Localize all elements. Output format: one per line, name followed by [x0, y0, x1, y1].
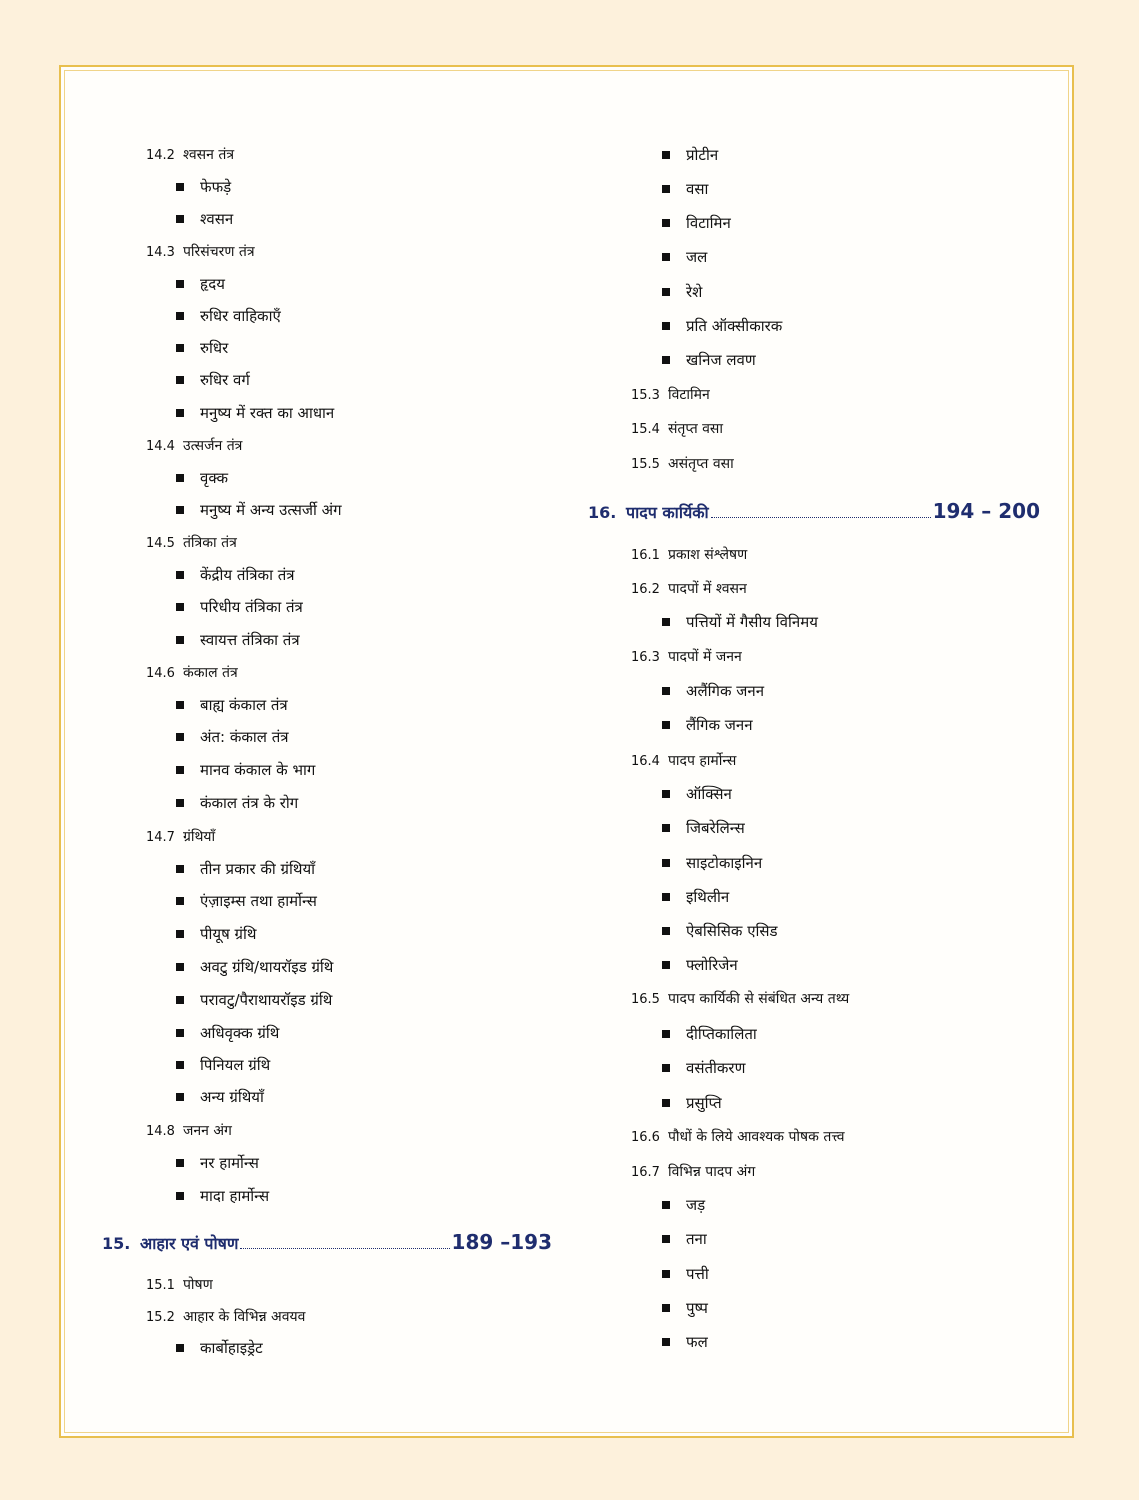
bullet-square-icon	[176, 1192, 184, 1200]
section-title: जनन अंग	[182, 1123, 232, 1139]
bullet-square-icon	[662, 1201, 670, 1209]
section-number: 15.3	[631, 388, 660, 403]
toc-section-14-8[interactable]	[146, 1121, 232, 1142]
chapter-pages: 194 – 200	[932, 499, 1040, 523]
toc-bullet[interactable]: केंद्रीय तंत्रिका तंत्र	[176, 565, 295, 585]
bullet-square-icon	[176, 603, 184, 611]
bullet-square-icon	[662, 253, 670, 261]
bullet-square-icon	[662, 927, 670, 935]
bullet-square-icon	[662, 1064, 670, 1072]
toc-bullet[interactable]: पिनियल ग्रंथि	[176, 1055, 270, 1075]
toc-bullet[interactable]: रुधिर वाहिकाएँ	[176, 306, 281, 326]
bullet-square-icon	[176, 799, 184, 807]
section-number: 14.6	[146, 666, 175, 681]
toc-bullet[interactable]: स्वायत्त तंत्रिका तंत्र	[176, 630, 300, 650]
section-number: 16.5	[631, 992, 660, 1007]
section-title: आहार के विभिन्न अवयव	[182, 1309, 306, 1325]
bullet-square-icon	[662, 893, 670, 901]
toc-bullet[interactable]: लैंगिक जनन	[662, 715, 753, 735]
toc-bullet[interactable]: पत्तियों में गैसीय विनिमय	[662, 612, 818, 632]
chapter-number: 16.	[588, 503, 617, 522]
toc-section-16-3[interactable]	[631, 647, 742, 668]
bullet-square-icon	[662, 618, 670, 626]
toc-section-16-6[interactable]	[631, 1127, 845, 1148]
bullet-square-icon	[176, 409, 184, 417]
section-number: 15.4	[631, 422, 660, 437]
toc-bullet[interactable]: वसा	[662, 179, 708, 199]
section-title: पौधों के लिये आवश्यक पोषक तत्त्व	[667, 1129, 845, 1145]
toc-bullet[interactable]: मादा हार्मोन्स	[176, 1186, 269, 1206]
bullet-square-icon	[662, 288, 670, 296]
toc-bullet[interactable]: बाह्य कंकाल तंत्र	[176, 695, 288, 715]
toc-bullet[interactable]: अधिवृक्क ग्रंथि	[176, 1023, 279, 1043]
toc-section-16-5[interactable]	[631, 989, 849, 1010]
toc-section-15-3[interactable]	[631, 385, 710, 406]
bullet-square-icon	[176, 1029, 184, 1037]
toc-section-15-4[interactable]	[631, 419, 723, 440]
chapter-pages: 189 –193	[451, 1230, 552, 1254]
bullet-square-icon	[176, 963, 184, 971]
toc-bullet[interactable]: पीयूष ग्रंथि	[176, 924, 256, 944]
bullet-square-icon	[176, 376, 184, 384]
bullet-square-icon	[176, 996, 184, 1004]
bullet-square-icon	[662, 322, 670, 330]
toc-bullet[interactable]: परावटु/पैराथायरॉइड ग्रंथि	[176, 990, 332, 1010]
toc-bullet[interactable]: अलैंगिक जनन	[662, 681, 764, 701]
bullet-square-icon	[662, 151, 670, 159]
section-title: विटामिन	[667, 387, 710, 403]
toc-bullet[interactable]: जल	[662, 247, 707, 267]
toc-chapter-15[interactable]	[102, 1230, 552, 1254]
toc-bullet[interactable]: प्रसुप्ति	[662, 1093, 722, 1113]
bullet-square-icon	[176, 280, 184, 288]
section-title: पादपों में जनन	[667, 649, 742, 665]
toc-bullet[interactable]: दीप्तिकालिता	[662, 1024, 757, 1044]
bullet-square-icon	[662, 961, 670, 969]
section-number: 14.4	[146, 439, 175, 454]
bullet-square-icon	[176, 701, 184, 709]
bullet-square-icon	[662, 1030, 670, 1038]
toc-bullet[interactable]: तना	[662, 1229, 707, 1249]
bullet-square-icon	[662, 859, 670, 867]
toc-section-16-4[interactable]	[631, 751, 736, 772]
chapter-number: 15.	[102, 1234, 131, 1253]
toc-section-14-5[interactable]	[146, 533, 237, 554]
toc-bullet[interactable]: श्वसन	[176, 209, 233, 229]
toc-bullet[interactable]: फल	[662, 1332, 708, 1352]
bullet-square-icon	[662, 356, 670, 364]
bullet-square-icon	[176, 766, 184, 774]
section-number: 16.2	[631, 582, 660, 597]
section-number: 16.7	[631, 1165, 660, 1180]
toc-bullet[interactable]: मनुष्य में अन्य उत्सर्जी अंग	[176, 500, 342, 520]
toc-bullet[interactable]: इथिलीन	[662, 887, 729, 907]
chapter-title: पादप कार्यिकी	[626, 503, 709, 522]
bullet-square-icon	[176, 474, 184, 482]
toc-section-14-7[interactable]	[146, 827, 215, 848]
section-number: 14.5	[146, 536, 175, 551]
bullet-square-icon	[176, 1159, 184, 1167]
toc-bullet[interactable]: वृक्क	[176, 468, 228, 488]
section-title: पोषण	[182, 1277, 213, 1293]
toc-bullet[interactable]: एंज़ाइम्स तथा हार्मोन्स	[176, 891, 317, 911]
toc-bullet[interactable]: मनुष्य में रक्त का आधान	[176, 403, 334, 423]
section-number: 14.7	[146, 830, 175, 845]
toc-bullet[interactable]: प्रोटीन	[662, 145, 718, 165]
toc-section-15-2[interactable]	[146, 1307, 305, 1328]
section-number: 15.5	[631, 457, 660, 472]
toc-bullet[interactable]: रुधिर	[176, 338, 228, 358]
toc-bullet[interactable]: ऐबसिसिक एसिड	[662, 921, 778, 941]
section-title: पादपों में श्वसन	[667, 581, 747, 597]
section-title: प्रकाश संश्लेषण	[667, 547, 748, 563]
section-number: 14.2	[146, 148, 175, 163]
section-title: परिसंचरण तंत्र	[182, 244, 255, 260]
toc-bullet[interactable]: प्रति ऑक्सीकारक	[662, 316, 782, 336]
bullet-square-icon	[176, 865, 184, 873]
toc-bullet[interactable]: पत्ती	[662, 1264, 709, 1284]
bullet-square-icon	[662, 790, 670, 798]
section-title: उत्सर्जन तंत्र	[182, 438, 243, 454]
toc-section-16-2[interactable]	[631, 579, 747, 600]
dot-leader	[711, 517, 931, 518]
toc-bullet[interactable]: साइटोकाइनिन	[662, 853, 762, 873]
section-number: 14.3	[146, 245, 175, 260]
bullet-square-icon	[662, 687, 670, 695]
section-title: तंत्रिका तंत्र	[182, 535, 237, 551]
toc-section-15-1[interactable]	[146, 1275, 213, 1296]
section-title: विभिन्न पादप अंग	[667, 1164, 756, 1180]
bullet-square-icon	[176, 183, 184, 191]
bullet-square-icon	[176, 1093, 184, 1101]
section-number: 15.1	[146, 1278, 175, 1293]
toc-bullet[interactable]: कार्बोहाइड्रेट	[176, 1338, 263, 1358]
section-title: श्वसन तंत्र	[182, 147, 235, 163]
section-title: पादप हार्मोन्स	[667, 753, 737, 769]
toc-section-14-2[interactable]	[146, 145, 234, 166]
toc-bullet[interactable]: रेशे	[662, 282, 702, 302]
bullet-square-icon	[662, 219, 670, 227]
bullet-square-icon	[662, 1270, 670, 1278]
section-number: 16.3	[631, 650, 660, 665]
bullet-square-icon	[176, 636, 184, 644]
toc-bullet[interactable]: जिबरेलिन्स	[662, 818, 745, 838]
toc-bullet[interactable]: परिधीय तंत्रिका तंत्र	[176, 597, 303, 617]
section-number: 16.6	[631, 1130, 660, 1145]
bullet-square-icon	[662, 1235, 670, 1243]
toc-section-16-7[interactable]	[631, 1162, 755, 1183]
bullet-square-icon	[176, 215, 184, 223]
toc-bullet[interactable]: अंत: कंकाल तंत्र	[176, 727, 289, 747]
bullet-square-icon	[662, 1099, 670, 1107]
section-title: कंकाल तंत्र	[182, 665, 238, 681]
toc-bullet[interactable]: खनिज लवण	[662, 350, 756, 370]
bullet-square-icon	[662, 721, 670, 729]
bullet-square-icon	[176, 1344, 184, 1352]
section-number: 14.8	[146, 1124, 175, 1139]
bullet-square-icon	[176, 733, 184, 741]
section-number: 16.4	[631, 754, 660, 769]
bullet-square-icon	[662, 1304, 670, 1312]
section-number: 15.2	[146, 1310, 175, 1325]
chapter-title: आहार एवं पोषण	[140, 1234, 239, 1253]
bullet-square-icon	[176, 897, 184, 905]
bullet-square-icon	[662, 1338, 670, 1346]
bullet-square-icon	[176, 1061, 184, 1069]
toc-bullet[interactable]: नर हार्मोन्स	[176, 1153, 259, 1173]
bullet-square-icon	[662, 185, 670, 193]
toc-bullet[interactable]: मानव कंकाल के भाग	[176, 760, 315, 780]
toc-section-14-3[interactable]	[146, 242, 255, 263]
bullet-square-icon	[176, 930, 184, 938]
toc-bullet[interactable]: कंकाल तंत्र के रोग	[176, 793, 298, 813]
bullet-square-icon	[176, 312, 184, 320]
toc-bullet[interactable]: रुधिर वर्ग	[176, 370, 250, 390]
toc-bullet[interactable]: अवटु ग्रंथि/थायरॉइड ग्रंथि	[176, 957, 333, 977]
toc-bullet[interactable]: विटामिन	[662, 213, 731, 233]
toc-section-15-5[interactable]	[631, 454, 734, 475]
section-title: ग्रंथियाँ	[182, 829, 216, 845]
section-title: संतृप्त वसा	[667, 421, 724, 437]
section-number: 16.1	[631, 548, 660, 563]
toc-section-16-1[interactable]	[631, 545, 747, 566]
toc-bullet[interactable]: फेफड़े	[176, 177, 231, 197]
toc-bullet[interactable]: ऑक्सिन	[662, 784, 732, 804]
bullet-square-icon	[176, 571, 184, 579]
toc-bullet[interactable]: फ्लोरिजेन	[662, 955, 738, 975]
dot-leader	[240, 1248, 449, 1249]
toc-bullet[interactable]: अन्य ग्रंथियाँ	[176, 1087, 264, 1107]
bullet-square-icon	[176, 344, 184, 352]
toc-bullet[interactable]: हृदय	[176, 274, 225, 294]
toc-section-14-6[interactable]	[146, 663, 238, 684]
toc-section-14-4[interactable]	[146, 436, 242, 457]
bullet-square-icon	[176, 506, 184, 514]
toc-bullet[interactable]: तीन प्रकार की ग्रंथियाँ	[176, 859, 315, 879]
section-title: असंतृप्त वसा	[667, 456, 734, 472]
bullet-square-icon	[662, 824, 670, 832]
toc-chapter-16[interactable]	[588, 499, 1040, 523]
toc-bullet[interactable]: पुष्प	[662, 1298, 708, 1318]
section-title: पादप कार्यिकी से संबंधित अन्य तथ्य	[667, 991, 850, 1007]
toc-bullet[interactable]: वसंतीकरण	[662, 1058, 745, 1078]
toc-bullet[interactable]: जड़	[662, 1195, 705, 1215]
